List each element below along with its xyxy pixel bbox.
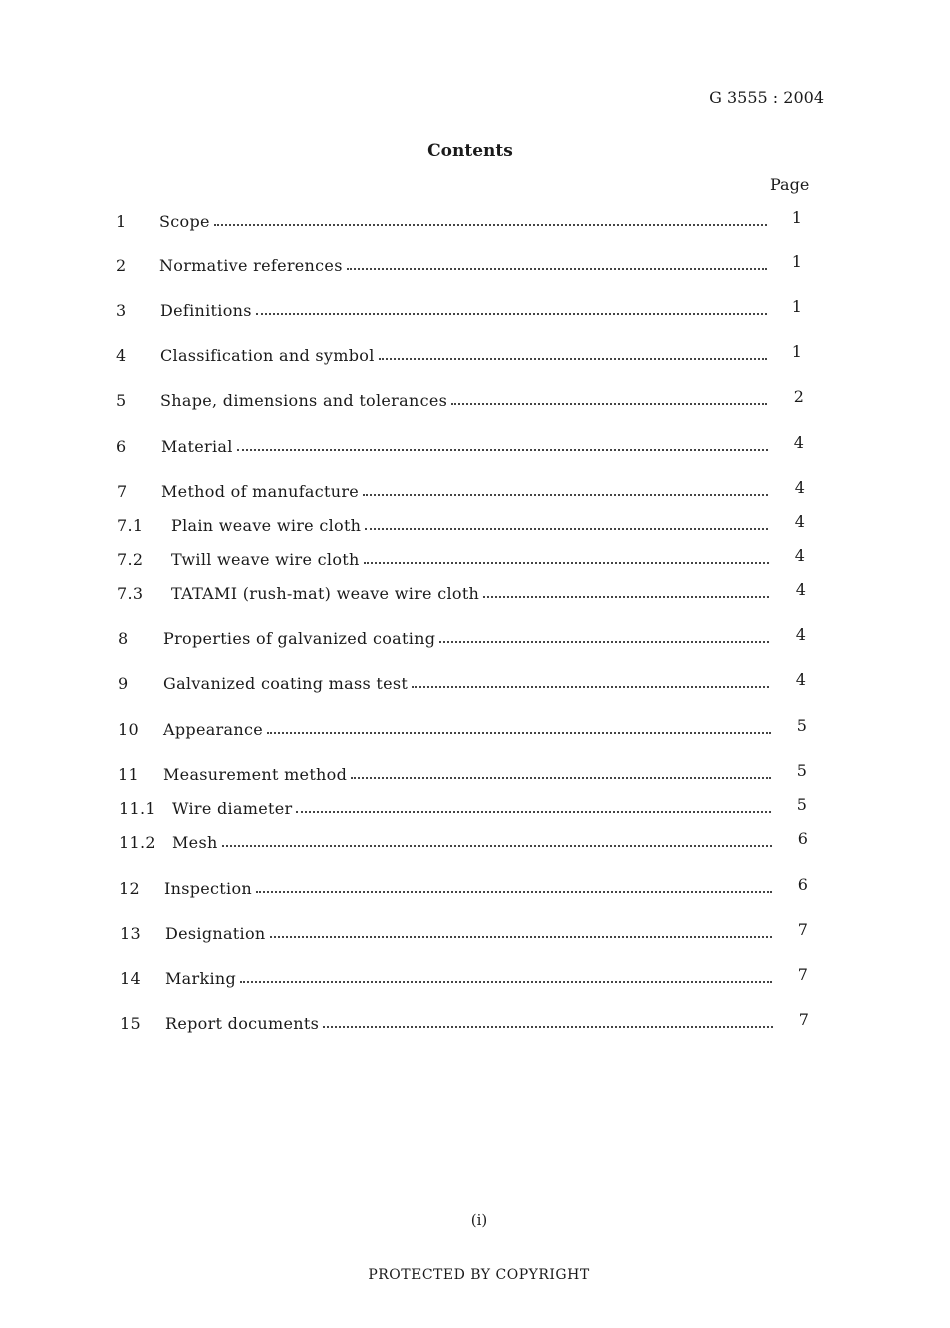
dot-leader (364, 562, 769, 564)
toc-page: 5 (796, 761, 808, 780)
toc-number: 11.1 (119, 799, 156, 818)
toc-row[interactable] (116, 341, 816, 365)
toc-row[interactable] (119, 874, 823, 898)
toc-label: Scope (159, 212, 214, 231)
dot-leader (214, 224, 767, 226)
toc-number: 13 (120, 924, 141, 943)
toc-row[interactable] (119, 828, 823, 852)
toc-label: Mesh (172, 833, 222, 852)
toc-row[interactable] (118, 669, 820, 693)
toc-label: TATAMI (rush-mat) weave wire cloth (171, 584, 483, 603)
toc-number: 15 (120, 1014, 141, 1033)
toc-number: 7.3 (117, 584, 144, 603)
dot-leader (365, 528, 768, 530)
toc-row[interactable] (116, 296, 816, 320)
dot-leader (451, 403, 767, 405)
toc-number: 8 (118, 629, 129, 648)
toc-row[interactable] (116, 432, 818, 456)
toc-label: Method of manufacture (161, 482, 363, 501)
toc-row[interactable] (116, 386, 816, 410)
dot-leader (256, 313, 767, 315)
toc-number: 12 (119, 879, 140, 898)
toc-label: Shape, dimensions and tolerances (160, 391, 451, 410)
toc-label: Normative references (159, 256, 347, 275)
toc-row[interactable] (116, 207, 816, 231)
toc-page: 4 (794, 478, 806, 497)
dot-leader (439, 641, 769, 643)
toc-number: 7.2 (117, 550, 144, 569)
toc-row[interactable] (120, 964, 824, 988)
toc-number: 7 (117, 482, 128, 501)
toc-number: 3 (116, 301, 127, 320)
toc-label: Classification and symbol (160, 346, 379, 365)
toc-label: Marking (165, 969, 240, 988)
toc-row[interactable] (120, 1009, 825, 1033)
toc-page: 1 (791, 252, 803, 271)
toc-number: 7.1 (117, 516, 144, 535)
toc-row[interactable] (117, 545, 819, 569)
toc-page: 6 (797, 829, 809, 848)
toc-number: 14 (120, 969, 141, 988)
toc-row[interactable] (116, 251, 816, 275)
dot-leader (347, 268, 767, 270)
dot-leader (296, 811, 771, 813)
toc-row[interactable] (119, 794, 822, 818)
toc-label: Properties of galvanized coating (163, 629, 439, 648)
toc-number: 9 (118, 674, 129, 693)
dot-leader (267, 732, 771, 734)
toc-row[interactable] (118, 715, 822, 739)
toc-label: Plain weave wire cloth (171, 516, 365, 535)
toc-label: Galvanized coating mass test (163, 674, 412, 693)
toc-page: 2 (793, 387, 805, 406)
toc-page: 1 (791, 342, 803, 361)
toc-number: 11.2 (119, 833, 156, 852)
toc-page: 4 (794, 512, 806, 531)
toc-number: 11 (118, 765, 139, 784)
toc-page: 1 (791, 297, 803, 316)
toc-page: 4 (795, 625, 807, 644)
toc-page: 4 (793, 433, 805, 452)
dot-leader (363, 494, 768, 496)
dot-leader (412, 686, 769, 688)
toc-page: 5 (796, 795, 808, 814)
dot-leader (270, 936, 773, 938)
dot-leader (240, 981, 772, 983)
toc-label: Wire diameter (172, 799, 296, 818)
toc-label: Definitions (160, 301, 256, 320)
dot-leader (323, 1026, 773, 1028)
toc-number: 5 (116, 391, 127, 410)
toc-number: 4 (116, 346, 127, 365)
toc-label: Report documents (165, 1014, 323, 1033)
toc-page: 7 (798, 1010, 810, 1029)
toc-number: 2 (116, 256, 127, 275)
page-title: Contents (427, 141, 513, 161)
dot-leader (351, 777, 771, 779)
page-column-label: Page (770, 175, 810, 194)
toc-label: Appearance (163, 720, 267, 739)
toc-page: 1 (791, 208, 803, 227)
footer-page-number: (i) (470, 1211, 488, 1229)
dot-leader (379, 358, 767, 360)
toc-page: 7 (797, 920, 809, 939)
dot-leader (483, 596, 769, 598)
toc-row[interactable] (117, 579, 820, 603)
dot-leader (256, 891, 772, 893)
toc-page: 5 (796, 716, 808, 735)
toc-label: Twill weave wire cloth (171, 550, 364, 569)
toc-number: 10 (118, 720, 139, 739)
toc-page: 4 (794, 546, 806, 565)
toc-number: 1 (116, 212, 127, 231)
toc-row[interactable] (118, 624, 820, 648)
toc-page: 4 (795, 670, 807, 689)
dot-leader (237, 449, 768, 451)
toc-label: Inspection (164, 879, 256, 898)
toc-row[interactable] (120, 919, 824, 943)
dot-leader (222, 845, 772, 847)
document-code: G 3555 : 2004 (709, 88, 824, 107)
toc-row[interactable] (117, 511, 819, 535)
toc-row[interactable] (118, 760, 822, 784)
toc-label: Designation (165, 924, 270, 943)
toc-label: Material (161, 437, 237, 456)
copyright-notice: PROTECTED BY COPYRIGHT (368, 1267, 590, 1283)
toc-page: 7 (797, 965, 809, 984)
toc-page: 4 (795, 580, 807, 599)
toc-row[interactable] (117, 477, 819, 501)
toc-page: 6 (797, 875, 809, 894)
toc-number: 6 (116, 437, 127, 456)
toc-label: Measurement method (163, 765, 351, 784)
